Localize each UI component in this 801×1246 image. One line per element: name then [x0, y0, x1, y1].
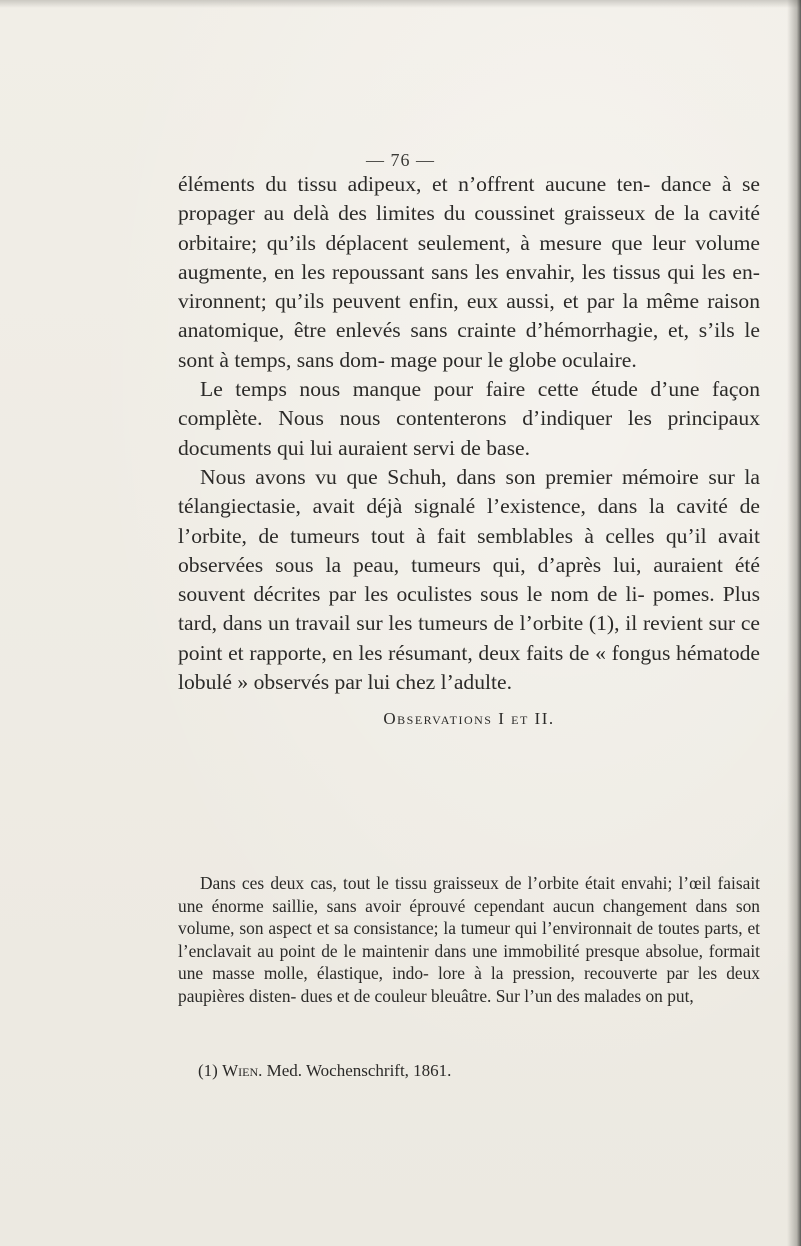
footnote-marker: (1) — [198, 1061, 218, 1080]
page-number: — 76 — — [366, 150, 435, 170]
paragraph-3: Nous avons vu que Schuh, dans son premier mémoire sur la télangiectasie, avait déjà signalé l’existence, dans la cavité de l’orbite, de tumeurs tout à fait semblables à celles qu’il avait observées sous la peau, tumeurs qui, d’après lui, auraient été souvent décrites par les oculistes sous le nom de li- pomes. Plus tard, dans un travail sur les tumeurs de l’orbite (1), il revient sur ce point et rapporte, en les résumant, deux faits de « fongus hématode lobulé » observés par lui chez l’adulte. — [178, 464, 760, 695]
main-text — [178, 170, 760, 733]
page-edge-shadow — [787, 0, 801, 1246]
paragraph-1: éléments du tissu adipeux, et n’offrent aucune ten- dance à se propager au delà des limites du coussinet graisseux de la cavité orbitaire; qu’ils déplacent seulement, à mesure que leur volume augmente, en les repoussant sans les envahir, les tissus qui les en- vironnent; qu’ils peuvent enfin, eux aussi, et par la même raison anatomique, être enlevés sans crainte d’hémorrhagie, et, s’ils le sont à temps, sans dom- mage pour le globe oculaire. — [178, 172, 760, 372]
paragraph-2: Le temps nous manque pour faire cette étude d’une façon complète. Nous nous contenterons d’indiquer les principaux documents qui lui auraient servi de base. — [178, 377, 760, 460]
footnote-author: Wien. — [222, 1061, 263, 1080]
footnote — [198, 1060, 758, 1082]
page-top-shadow — [0, 0, 801, 8]
section-heading: Observations I et II. — [383, 709, 555, 729]
footnote-reference: Med. Wochenschrift, 1861. — [266, 1061, 452, 1080]
observation-text — [178, 872, 760, 1008]
observation-paragraph: Dans ces deux cas, tout le tissu graisseux de l’orbite était envahi; l’œil faisait une énorme saillie, sans avoir éprouvé cependant aucun changement dans son volume, son aspect et sa consistance; la tumeur qui l’environnait de toutes parts, et l’enclavait au point de le maintenir dans une immobilité presque absolue, formait une masse molle, élastique, indo- lore à la pression, recouverte par les deux paupières disten- dues et de couleur bleuâtre. Sur l’un des malades on put, — [178, 873, 760, 1006]
